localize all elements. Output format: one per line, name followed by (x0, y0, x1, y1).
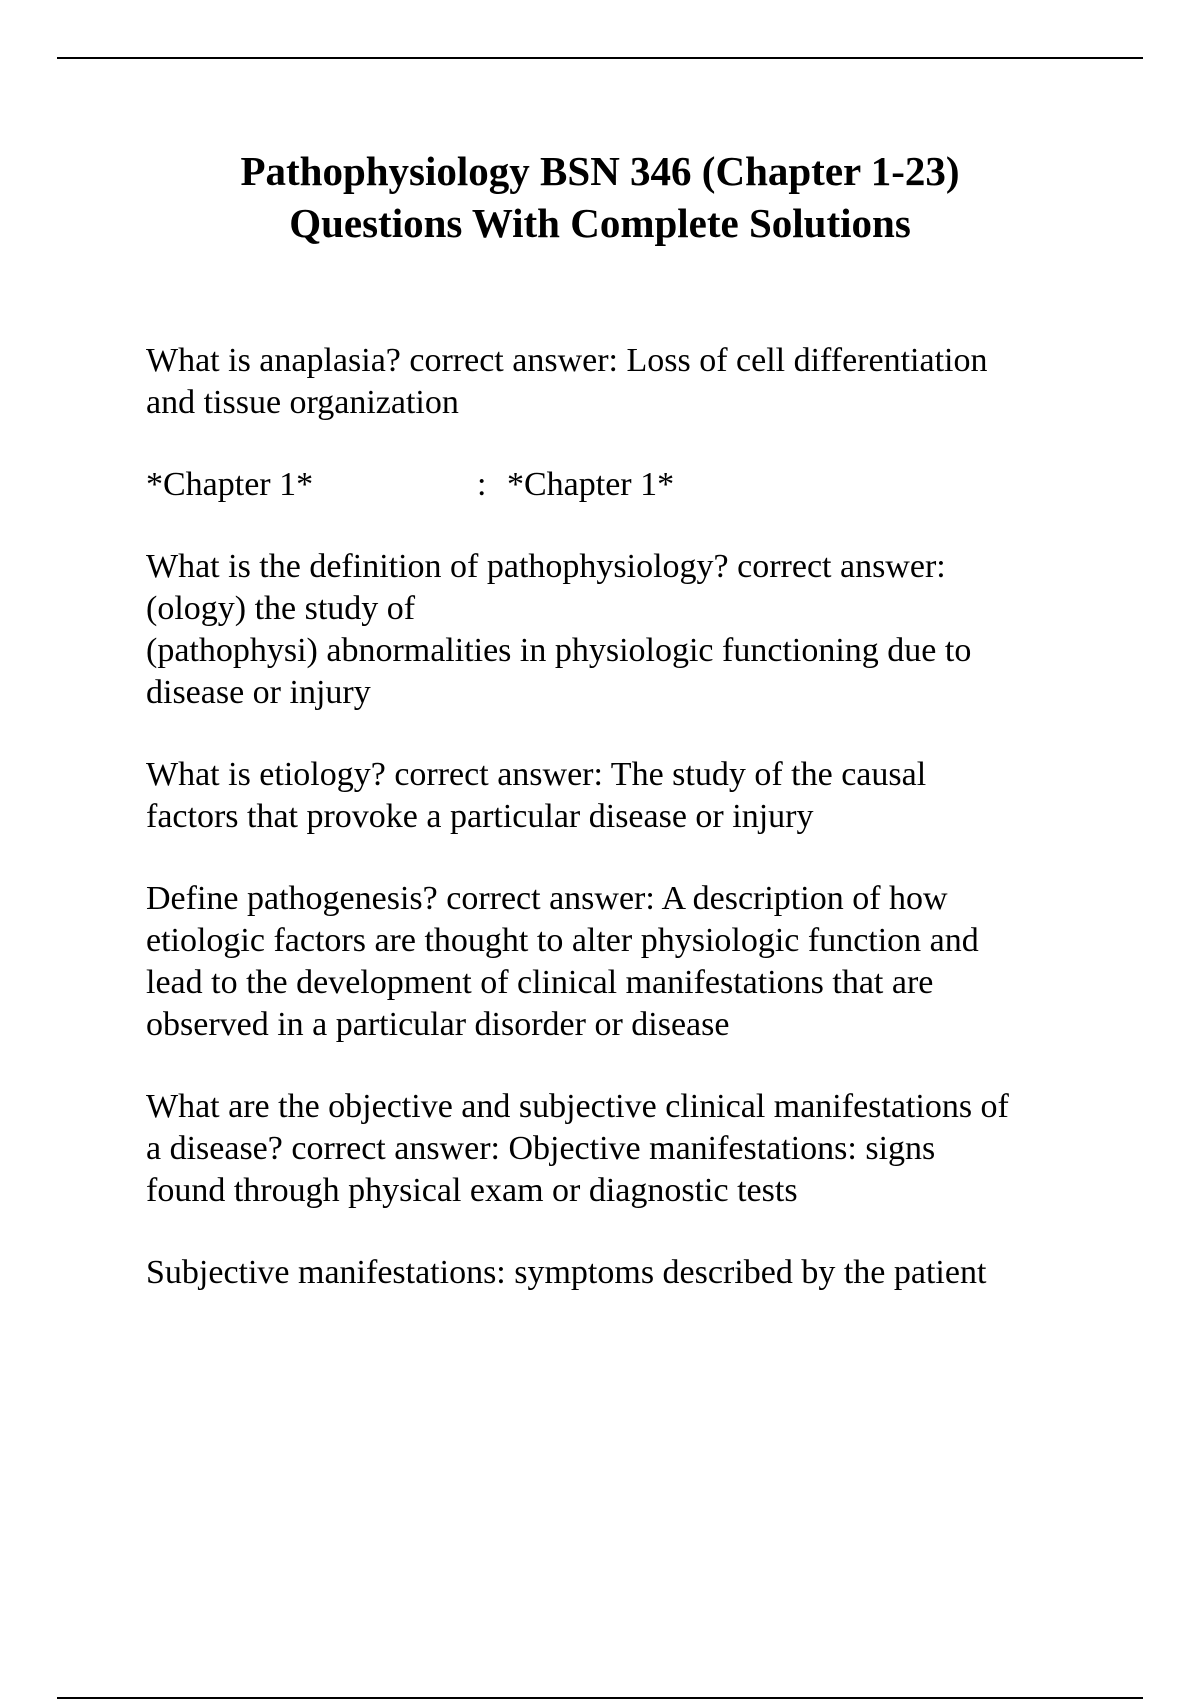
qa-pathophysiology-definition (146, 546, 1096, 714)
text-line: Subjective manifestations: symptoms described by the patient (146, 1254, 987, 1291)
chapter-label-right: *Chapter 1* (507, 466, 675, 503)
chapter-separator: : (477, 466, 487, 503)
text-line: What is anaplasia? correct answer: Loss of cell differentiation (146, 342, 988, 379)
title-line-2: Questions With Complete Solutions (289, 200, 911, 246)
text-line: What are the objective and subjective clinical manifestations of (146, 1088, 1009, 1125)
document-title (0, 145, 1200, 249)
chapter-heading-row (146, 464, 1096, 506)
text-line: lead to the development of clinical manifestations that are (146, 964, 934, 1001)
text-line: What is etiology? correct answer: The study of the causal (146, 756, 927, 793)
text-line: etiologic factors are thought to alter physiologic function and (146, 922, 979, 959)
text-line: a disease? correct answer: Objective manifestations: signs (146, 1130, 936, 1167)
text-line: Define pathogenesis? correct answer: A description of how (146, 880, 948, 917)
document-body (146, 340, 1096, 1334)
qa-subjective-manifestations (146, 1252, 1096, 1294)
qa-pathogenesis (146, 878, 1096, 1046)
top-rule (57, 57, 1143, 59)
title-line-1: Pathophysiology BSN 346 (Chapter 1-23) (240, 148, 960, 194)
bottom-rule (57, 1697, 1143, 1699)
text-line: and tissue organization (146, 384, 459, 421)
chapter-label-left: *Chapter 1* (146, 466, 314, 503)
text-line: (pathophysi) abnormalities in physiologic functioning due to (146, 632, 972, 669)
text-line: observed in a particular disorder or disease (146, 1006, 730, 1043)
qa-anaplasia (146, 340, 1096, 424)
text-line: What is the definition of pathophysiology? correct answer: (146, 548, 946, 585)
text-line: disease or injury (146, 674, 371, 711)
text-line: factors that provoke a particular disease or injury (146, 798, 814, 835)
text-line: (ology) the study of (146, 590, 416, 627)
qa-etiology (146, 754, 1096, 838)
qa-clinical-manifestations (146, 1086, 1096, 1212)
text-line: found through physical exam or diagnostic tests (146, 1172, 798, 1209)
